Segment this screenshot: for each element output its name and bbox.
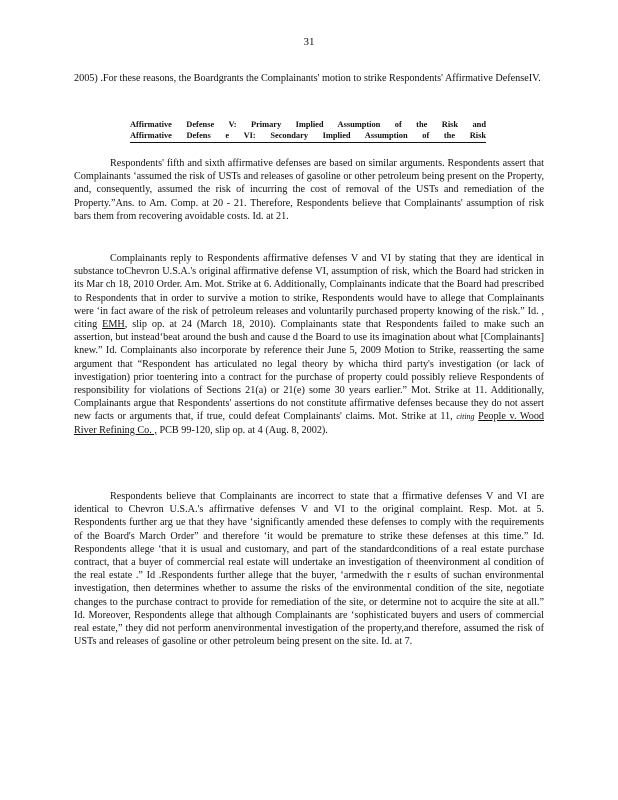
paragraph-2-text (74, 252, 544, 437)
paragraph-3-text: Respondents believe that Complainants are incorrect to state that a ffirmative defenses V and VI are identical to Chevron U.S.A.'s affirmative defenses V and VI to the original complaint. Resp. Mot. at 5. Respondents further arg ue that they have ‘significantly amended these defenses to comply with the requirements of the Board's March Order” and therefore ‘it would be premature to strike these defenses at this time.” Id. Respondents allege ‘that it is usual and customary, and part of the standardconditions of a real estate purchase contract, that a buyer of commercial real estate will undertake an investigation of theenvironment al condition of the real estate .” Id .Respondents further allege that the buyer, ‘armedwith the r esults of suchan environmental investigation, then determines whether to assume the risks of the environmental condition of the site, negotiate changes to the purchase contract to provide for remediation of the site, or determine not to acquire the site at all.” Id. Moreover, Respondents allege that although Complainants are ‘sophisticated buyers and users of commercial real estate,” they did not perform anenvironmental investigation of the property,and therefore, assumed the risk of USTs and releases of gasoline or other petroleum being present on the site. Id. at 7. (74, 491, 544, 648)
paragraph-1 (74, 157, 544, 223)
intro-text: 2005) .For these reasons, the Boardgrants the Complainants' motion to strike Respondents' Affirmative DefenseIV. (74, 73, 541, 84)
citing-signal: citing (456, 412, 475, 422)
page-number: 31 (303, 36, 315, 48)
heading-line-1: Affirmative Defense V: Primary Implied Assumption of the Risk and (130, 120, 486, 129)
paragraph-2-part-2: , slip op. at 24 (March 18, 2010). Complainants state that Respondents failed to make such an assertion, but instead‘beat around the bush and cause d the Board to use its imagination about what [Complainants] knew.” Id. Complainants also incorporate by reference their June 5, 2009 Motion to Strike, reasserting the same argument that “Respondent has articulated no legal theory by whicha third party's investigation (or lack of investigation) prior toentering into a contract for the purchase of property could possibly relieve Respondents of responsibility for violations of Sections 21(a) or 21(e) some 30 years earlier.” Mot. Strike at 11. Additionally, Complainants argue that Respondents' assertions do not constitute affirmative defenses because they do not assert new facts or arguments that, if true, could defeat Complainants' claims. Mot. Strike at 11, (74, 319, 545, 423)
section-heading (130, 119, 486, 143)
paragraph-2-part-3: PCB 99-120, slip op. at 4 (Aug. 8, 2002). (159, 424, 328, 436)
case-citation-people-v-wood-river: People v. Wood River Refining Co. , (74, 411, 545, 436)
case-citation-emh: EMH (102, 319, 125, 331)
paragraph-1-text: Respondents' fifth and sixth affirmative defenses are based on similar arguments. Respondents assert that Complainants ‘assumed the risk of USTs and releases of gasoline or other petroleum being present on the Property, and, consequently, assumed the risk of incurring the cost of removal of the USTs and remediation of the Property.”Ans. to Am. Comp. at 20 - 21. Therefore, Respondents believe that Complainants' assumption of risk bars them from recovering avoidable costs. Id. at 21. (74, 158, 544, 222)
heading-line-2: Affirmative Defens e VI: Secondary Implied Assumption of the Risk (130, 130, 486, 143)
intro-paragraph (74, 72, 544, 85)
paragraph-2 (74, 252, 544, 437)
paragraph-2-part-1: Complainants reply to Respondents affirmative defenses V and VI by stating that they are identical in substance toChevron U.S.A.'s original affirmative defense VI, assumption of risk, which the Board had stricken in its Mar ch 18, 2010 Order. Am. Mot. Strike at 6. Additionally, Complainants indicate that the Board had prescribed to Respondents that in order to survive a motion to strike, Respondents would have to allege that Complainants were ‘in fact aware of the risk of petroleum releases and voluntarily purchased property knowing of the risk.” Id. , citing (74, 253, 544, 331)
paragraph-3 (74, 490, 544, 648)
